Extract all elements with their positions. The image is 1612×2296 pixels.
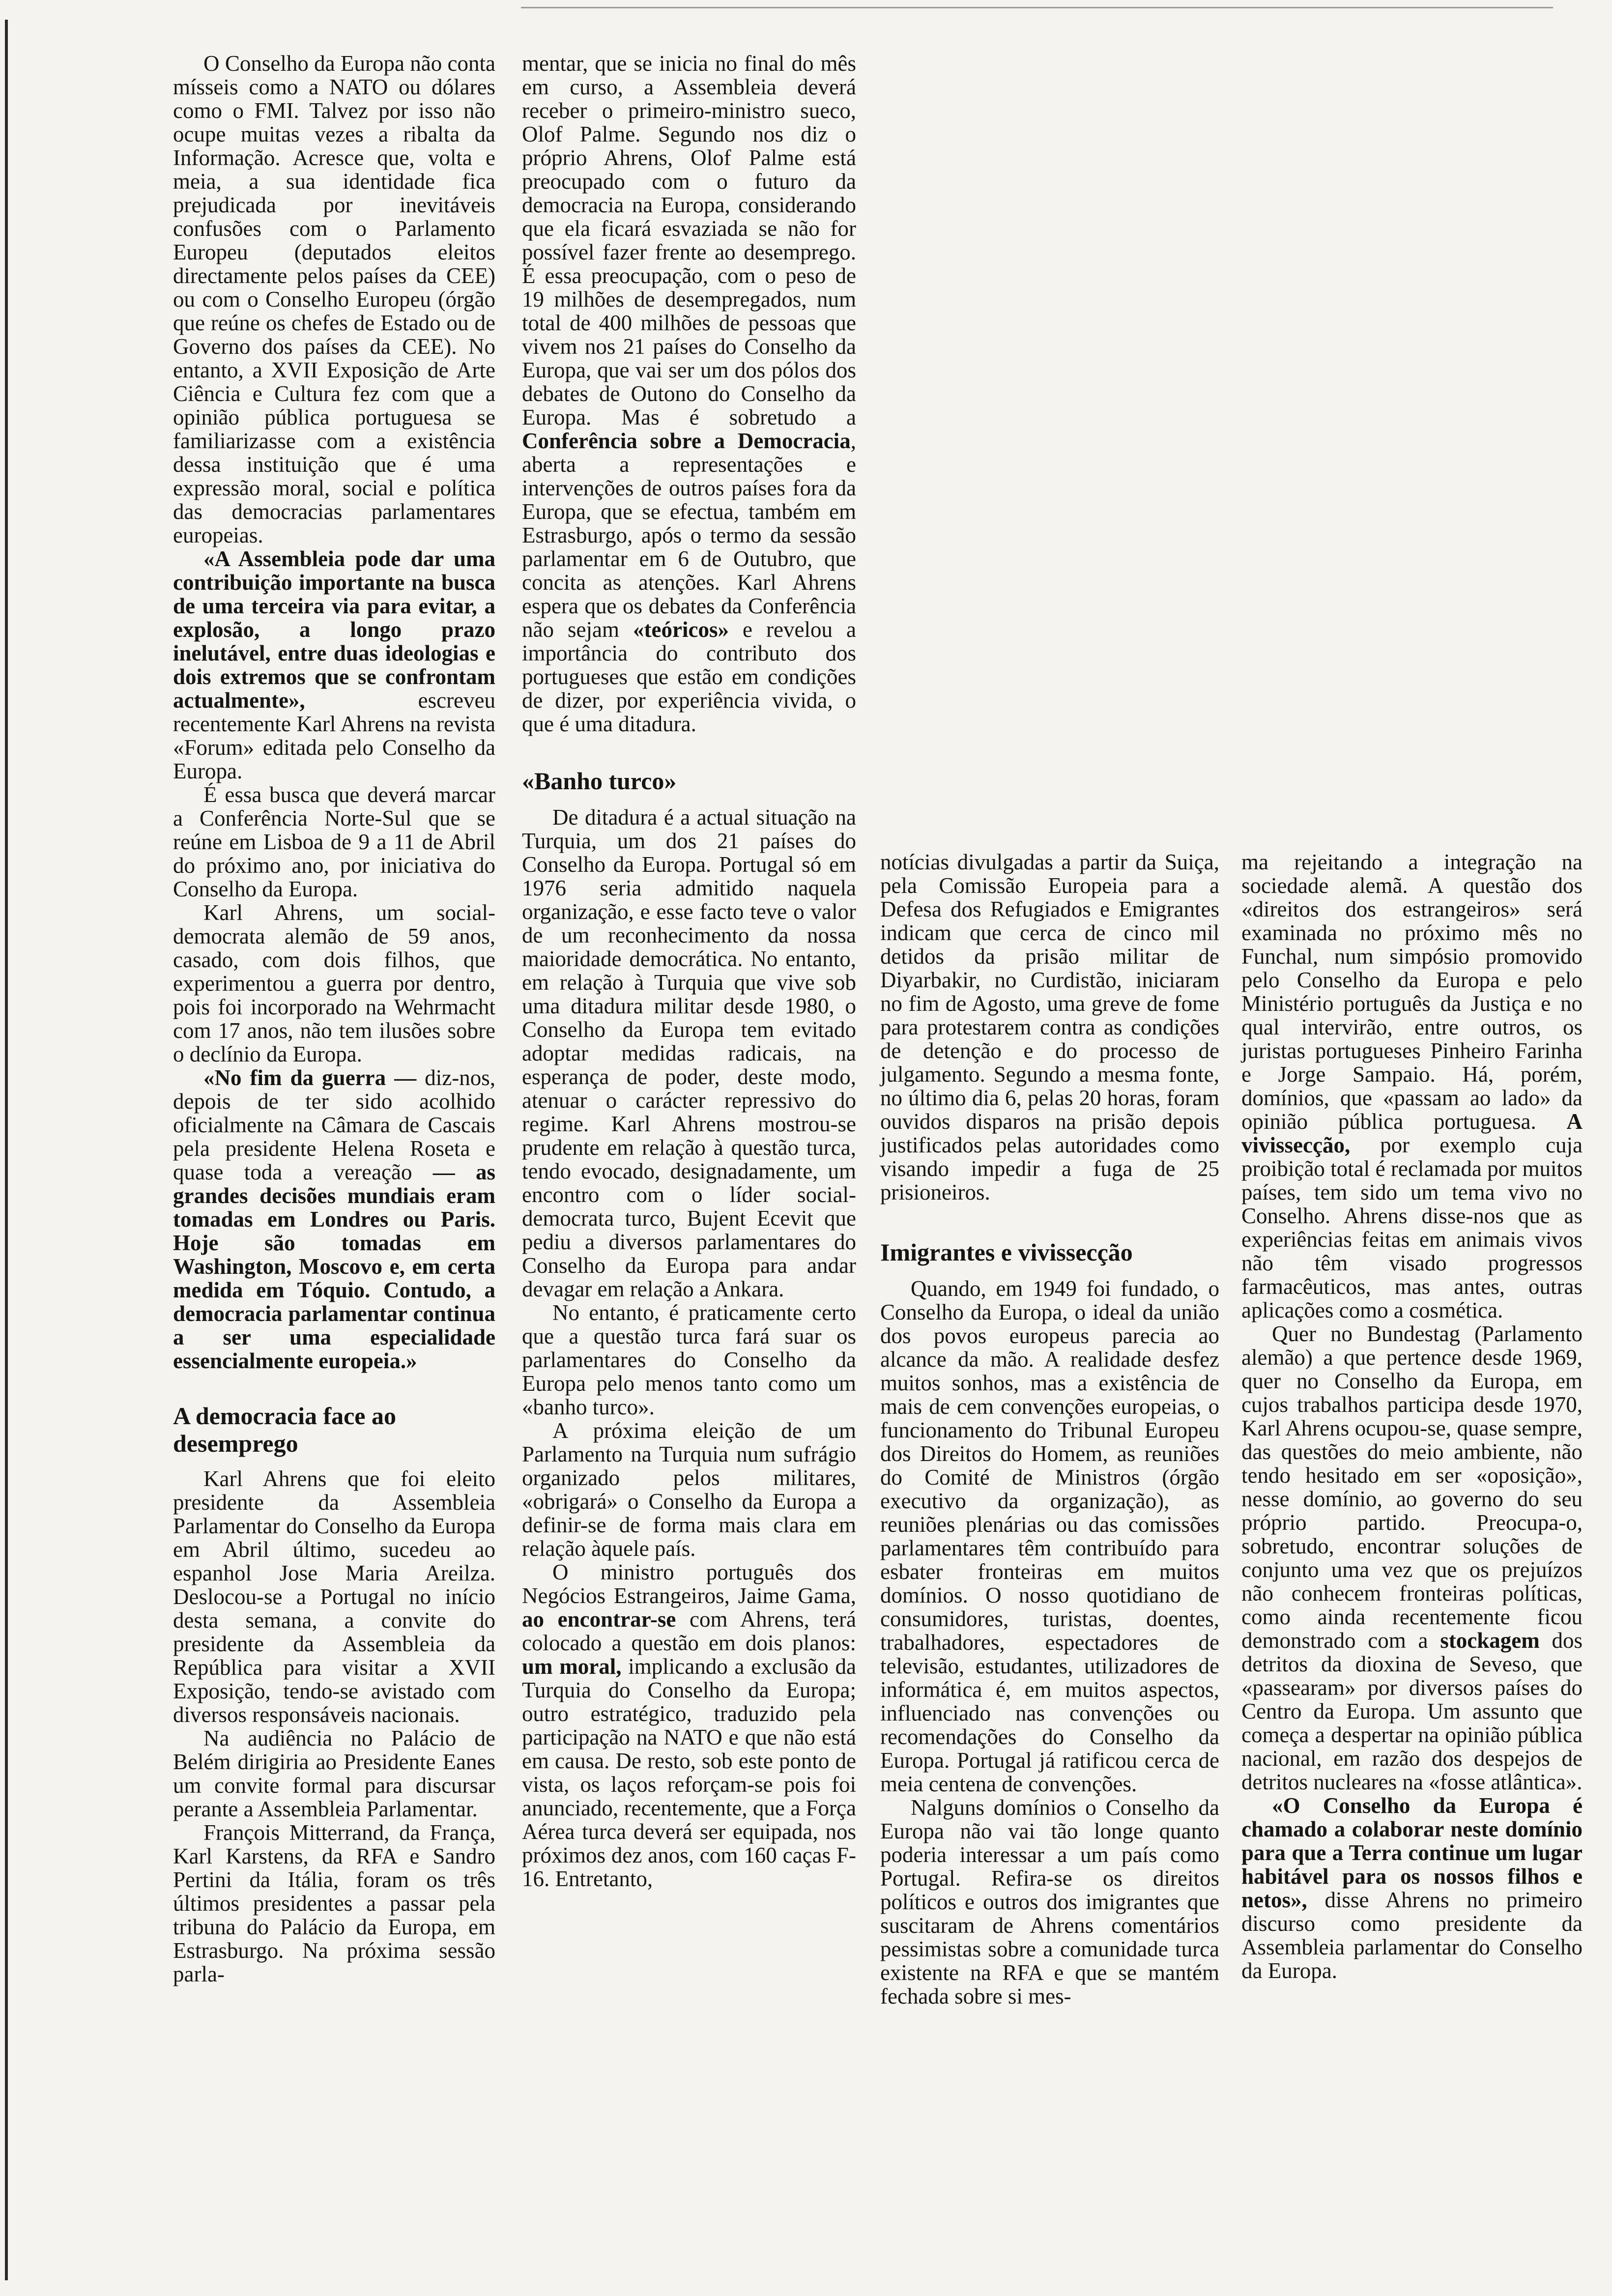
paragraph: A próxima eleição de um Parlamento na Turquia num sufrágio organizado pelos militares, «obrigará» o Conselho da Europa a definir-se de forma mais clara em relação àquele país. (522, 1418, 856, 1561)
column-2 (522, 52, 856, 1891)
paragraph: François Mitterrand, da França, Karl Karstens, da RFA e Sandro Pertini da Itália, foram os três últimos presidentes a passar pela tribuna do Palácio da Europa, em Estrasburgo. Na próxima sessão parla- (173, 1820, 495, 1986)
paragraph: Karl Ahrens, um social-democrata alemão de 59 anos, casado, com dois filhos, que experimentou a guerra por dentro, pois foi incorporado na Wehrmacht com 17 anos, não tem ilusões sobre o declínio da Europa. (173, 900, 495, 1066)
quote-bold: «A Assembleia pode dar uma contribuição importante na busca de uma terceira via para evitar, a explosão, a longo prazo inelutável, entre duas ideologias e dois extremos que se confrontam actualmente», (173, 546, 495, 713)
paragraph: Quer no Bundestag (Parlamento alemão) a que pertence desde 1969, quer no Conselho da Europa, em cujos trabalhos participa desde 1970, Karl Ahrens ocupou-se, quase sempre, das questões do meio ambiente, não tendo hesitado em ser «oposição», nesse domínio, ao governo do seu próprio partido. Preocupa-o, sobretudo, encontrar soluções de conjunto uma vez que os prejuízos não conhecem fronteiras políticas, como ainda recentemente ficou demonstrado com a stockagem dos detritos da dioxina de Seveso, que «passearam» por diversos países do Centro da Europa. Um assunto que começa a despertar na opinião pública nacional, em razão dos despejos de detritos nucleares na «fosse atlântica». (1241, 1321, 1583, 1794)
section-heading: Imigrantes e vivissecção (880, 1238, 1133, 1266)
paragraph: O Conselho da Europa não conta mísseis como a NATO ou dólares como o FMI. Talvez por isso não ocupe muitas vezes a ribalta da Informação. Acresce que, volta e meia, a sua identidade fica prejudicada por inevitáveis confusões com o Parlamento Europeu (deputados eleitos directamente pelos países da CEE) ou com o Conselho Europeu (órgão que reúne os chefes de Estado ou de Governo dos países da CEE). No entanto, a XVII Exposição de Arte Ciência e Cultura fez com que a opinião pública portuguesa se familiarizasse com a existência dessa instituição que é uma expressão moral, social e política das democracias parlamentares europeias. (173, 51, 495, 547)
column-3 (880, 850, 1219, 2008)
paragraph: É essa busca que deverá marcar a Conferência Norte-Sul que se reúne em Lisboa de 9 a 11 de Abril do próximo ano, por iniciativa do Conselho da Europa. (173, 782, 495, 901)
paragraph: «A Assembleia pode dar uma contribuição importante na busca de uma terceira via para evitar, a explosão, a longo prazo inelutável, entre duas ideologias e dois extremos que se confrontam actualmente», escreveu recentemente Karl Ahrens na revista «Forum» editada pelo Conselho da Europa. (173, 546, 495, 783)
section-heading: «Banho turco» (522, 767, 677, 795)
paragraph: Quando, em 1949 foi fundado, o Conselho da Europa, o ideal da união dos povos europeus parecia ao alcance da mão. A realidade desfez muitos sonhos, mas a existência de mais de cem convenções europeias, o funcionamento do Tribunal Europeu dos Direitos do Homem, as reuniões do Comité de Ministros (órgão executivo da organização), as reuniões plenárias ou das comissões parlamentares têm contribuído para esbater fronteiras em muitos domínios. O nosso quotidiano de consumidores, turistas, doentes, trabalhadores, espectadores de televisão, estudantes, utilizadores de informática é, em muitos aspectos, influenciado nas convenções ou recomendações do Conselho da Europa. Portugal já ratificou cerca de meia centena de convenções. (880, 1276, 1219, 1796)
section-heading: A democracia face ao desemprego (173, 1402, 397, 1457)
paragraph: Na audiência no Palácio de Belém dirigiria ao Presidente Eanes um convite formal para discursar perante a Assembleia Parlamentar. (173, 1726, 495, 1821)
paragraph: Nalguns domínios o Conselho da Europa não vai tão longe quanto poderia interessar a um país como Portugal. Refira-se os direitos políticos e outros dos imigrantes que suscitaram de Ahrens comentários pessimistas sobre a comunidade turca existente na RFA e que se mantém fechada sobre si mes- (880, 1795, 1219, 2009)
paragraph: mentar, que se inicia no final do mês em curso, a Assembleia deverá receber o primeiro-ministro sueco, Olof Palme. Segundo nos diz o próprio Ahrens, Olof Palme está preocupado com o futuro da democracia na Europa, considerando que ela ficará esvaziada se não for possível fazer frente ao desemprego. É essa preocupação, com o peso de 19 milhões de desempregados, num total de 400 milhões de pessoas que vivem nos 21 países do Conselho da Europa, que vai ser um dos pólos dos debates de Outono do Conselho da Europa. Mas é sobretudo a Conferência sobre a Democracia, aberta a representações e intervenções de outros países fora da Europa, que se efectua, também em Estrasburgo, após o termo da sessão parlamentar em 6 de Outubro, que concita as atenções. Karl Ahrens espera que os debates da Conferência não sejam «teóricos» e revelou a importância do contributo dos portugueses que estão em condições de dizer, por experiência vivida, o que é uma ditadura. (522, 51, 856, 736)
column-4 (1241, 850, 1583, 1982)
paragraph: De ditadura é a actual situação na Turquia, um dos 21 países do Conselho da Europa. Portugal só em 1976 seria admitido naquela organização, e esse facto teve o valor de um reconhecimento da nossa maioridade democrática. No entanto, em relação à Turquia que vive sob uma ditadura militar desde 1980, o Conselho da Europa tem evitado adoptar medidas radicais, na esperança de poder, deste modo, atenuar o carácter repressivo do regime. Karl Ahrens mostrou-se prudente em relação à questão turca, tendo evocado, designadamente, um encontro com o líder social-democrata turco, Bujent Ecevit que pediu a diversos parlamentares do Conselho da Europa para andar devagar em relação a Ankara. (522, 805, 856, 1301)
paragraph: «O Conselho da Europa é chamado a colaborar neste domínio para que a Terra continue um lugar habitável para os nossos filhos e netos», disse Ahrens no primeiro discurso como presidente da Assembleia parlamentar do Conselho da Europa. (1241, 1793, 1583, 1983)
column-1 (173, 52, 495, 1986)
paragraph: «No fim da guerra — diz-nos, depois de ter sido acolhido oficialmente na Câmara de Cascais pela presidente Helena Roseta e quase toda a vereação — as grandes decisões mundiais eram tomadas em Londres ou Paris. Hoje são tomadas em Washington, Moscovo e, em certa medida em Tóquio. Contudo, a democracia parlamentar continua a ser uma especialidade essencialmente europeia.» (173, 1065, 495, 1373)
paragraph: ma rejeitando a integração na sociedade alemã. A questão dos «direitos dos estrangeiros» será examinada no próximo mês no Funchal, num simpósio promovido pelo Conselho da Europa e pelo Ministério português da Justiça e no qual intervirão, entre outros, os juristas portugueses Pinheiro Farinha e Jorge Sampaio. Há, porém, domínios, que «passam ao lado» da opinião pública portuguesa. A vivissecção, por exemplo cuja proibição total é reclamada por muitos países, tem sido um tema vivo no Conselho. Ahrens disse-nos que as experiências feitas em animais vivos não têm visado progressos farmacêuticos, mas antes, outras aplicações como a cosmética. (1241, 850, 1583, 1322)
paragraph: notícias divulgadas a partir da Suiça, pela Comissão Europeia para a Defesa dos Refugiados e Emigrantes indicam que cerca de cinco mil detidos da prisão militar de Diyarbakir, no Curdistão, iniciaram no fim de Agosto, uma greve de fome para protestarem contra as condições de detenção e do processo de julgamento. Segundo a mesma fonte, no último dia 6, pelas 20 horas, foram ouvidos disparos na prisão depois justificados pelas autoridades como visando impedir a fuga de 25 prisioneiros. (880, 850, 1219, 1205)
page-scan-edge (5, 20, 8, 2280)
paragraph: No entanto, é praticamente certo que a questão turca fará suar os parlamentares do Conselho da Europa pelo menos tanto como um «banho turco». (522, 1300, 856, 1419)
paragraph: O ministro português dos Negócios Estrangeiros, Jaime Gama, ao encontrar-se com Ahrens, terá colocado a questão em dois planos: um moral, implicando a exclusão da Turquia do Conselho da Europa; outro estratégico, traduzido pela participação na NATO e que não está em causa. De resto, sob este ponto de vista, os laços reforçam-se pois foi anunciado, recentemente, que a Força Aérea turca deverá ser equipada, nos próximos dez anos, com 160 caças F-16. Entretanto, (522, 1560, 856, 1891)
top-rule (521, 7, 1553, 8)
paragraph: Karl Ahrens que foi eleito presidente da Assembleia Parlamentar do Conselho da Europa em Abril último, sucedeu ao espanhol Jose Maria Areilza. Deslocou-se a Portugal no início desta semana, a convite do presidente da Assembleia da República para visitar a XVII Exposição, tendo-se avistado com diversos responsáveis nacionais. (173, 1466, 495, 1727)
